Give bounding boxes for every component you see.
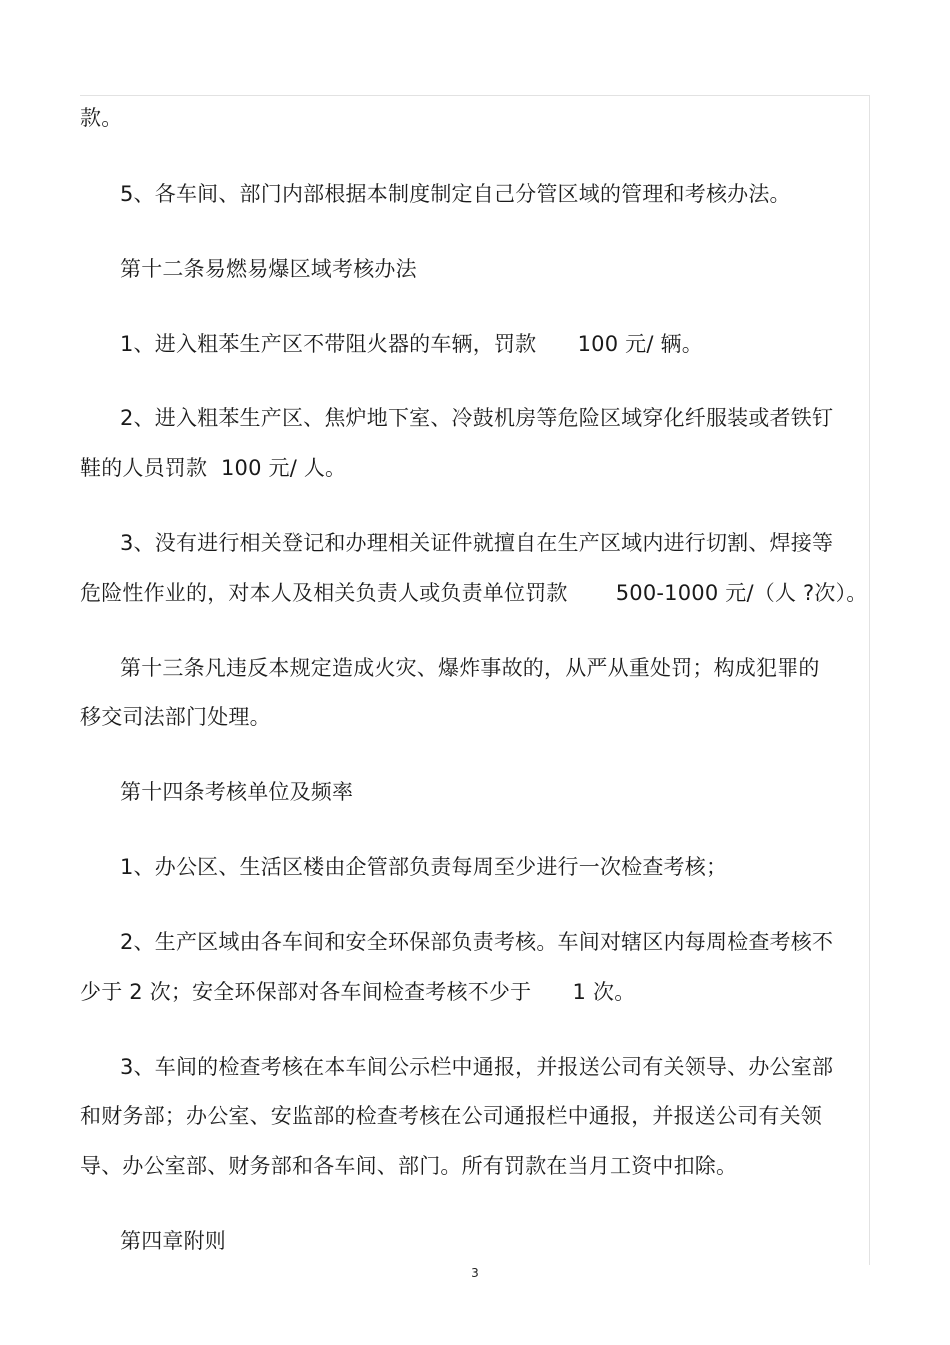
paragraph-line: 2、进入粗苯生产区、焦炉地下室、冷鼓机房等危险区域穿化纤服装或者铁钉 bbox=[120, 406, 834, 430]
page-number: 3 bbox=[471, 1266, 479, 1280]
paragraph-line: 少于 2 次；安全环保部对各车间检查考核不少于 1 次。 bbox=[80, 980, 636, 1004]
paragraph-line: 3、没有进行相关登记和办理相关证件就擅自在生产区域内进行切割、焊接等 bbox=[120, 531, 834, 555]
section-heading: 第十四条考核单位及频率 bbox=[120, 780, 354, 804]
paragraph-line: 款。 bbox=[80, 106, 123, 130]
paragraph-line: 危险性作业的，对本人及相关负责人或负责单位罚款 500-1000 元/（人 ?次）。 bbox=[80, 581, 868, 605]
paragraph-line: 鞋的人员罚款 100 元/ 人。 bbox=[80, 456, 347, 480]
paragraph-line: 导、办公室部、财务部和各车间、部门。所有罚款在当月工资中扣除。 bbox=[80, 1154, 738, 1178]
paragraph-line: 1、进入粗苯生产区不带阻火器的车辆，罚款 100 元/ 辆。 bbox=[120, 332, 703, 356]
chapter-heading: 第四章附则 bbox=[120, 1229, 226, 1253]
paragraph-line: 1、办公区、生活区楼由企管部负责每周至少进行一次检查考核； bbox=[120, 855, 728, 879]
section-heading: 第十二条易燃易爆区域考核办法 bbox=[120, 257, 417, 281]
paragraph-line: 第十三条凡违反本规定造成火灾、爆炸事故的，从严从重处罚；构成犯罪的 bbox=[120, 656, 820, 680]
page-frame-top bbox=[80, 95, 870, 96]
paragraph-line: 2、生产区域由各车间和安全环保部负责考核。车间对辖区内每周检查考核不 bbox=[120, 930, 834, 954]
page-frame-right bbox=[869, 95, 870, 1265]
paragraph-line: 5、各车间、部门内部根据本制度制定自己分管区域的管理和考核办法。 bbox=[120, 182, 791, 206]
paragraph-line: 3、车间的检查考核在本车间公示栏中通报，并报送公司有关领导、办公室部 bbox=[120, 1055, 834, 1079]
paragraph-line: 移交司法部门处理。 bbox=[80, 705, 271, 729]
paragraph-line: 和财务部；办公室、安监部的检查考核在公司通报栏中通报，并报送公司有关领 bbox=[80, 1104, 822, 1128]
